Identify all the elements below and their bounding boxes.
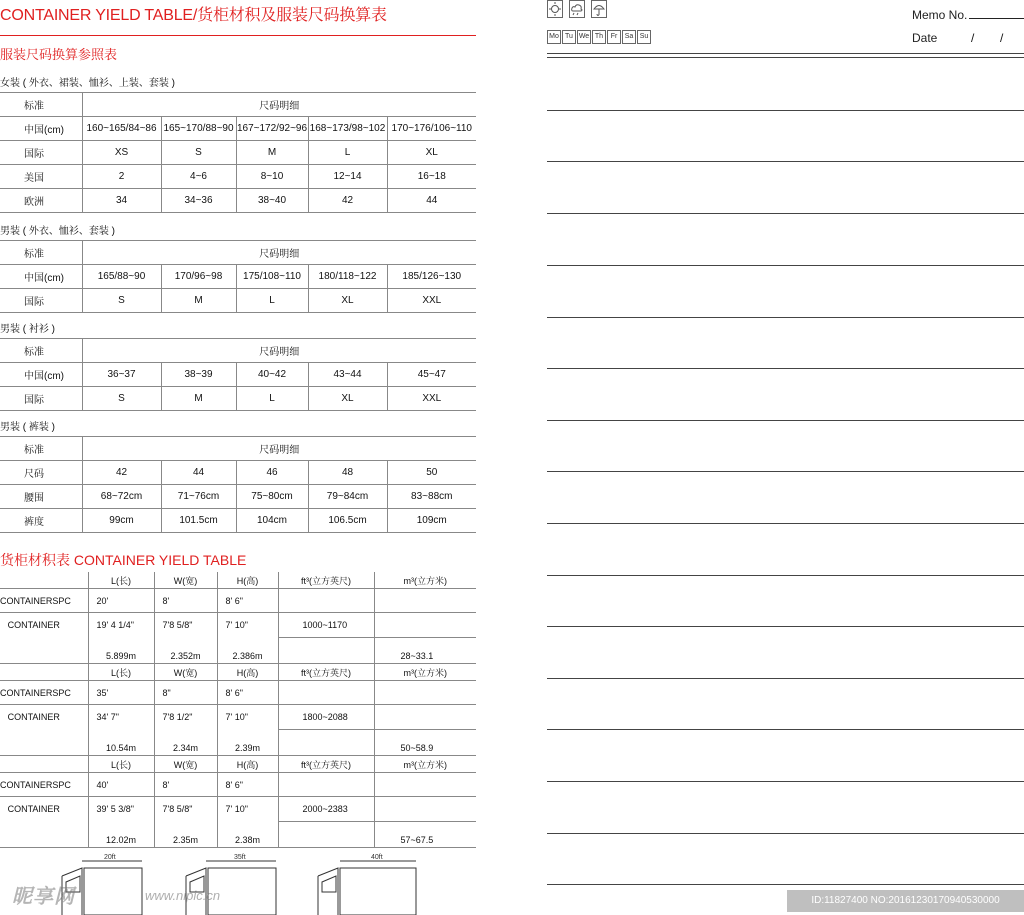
umbrella-icon (591, 0, 607, 18)
day-we[interactable]: We (577, 30, 591, 44)
writing-line (547, 420, 1024, 421)
table-row: 中国(cm) 165/88~90 170/96~98 175/108~110 180/118~122 185/126~130 (0, 265, 476, 289)
table-row: 标准 尺码明细 (0, 339, 476, 363)
writing-line (547, 781, 1024, 782)
day-tu[interactable]: Tu (562, 30, 576, 44)
table-row: 尺码 42 44 46 48 50 (0, 461, 476, 485)
category-label: 男装 ( 裤装 ) (0, 422, 55, 433)
memo-page (547, 0, 1024, 915)
writing-line (547, 523, 1024, 524)
writing-line (547, 678, 1024, 679)
table-row: 欧洲 34 34~36 38~40 42 44 (0, 189, 476, 213)
date-label: Date (912, 31, 938, 45)
table-row: CONTAINER 19' 4 1/4" 7'8 5/8" 7' 10" 1000~1170 (0, 613, 476, 638)
table-row: 标准 尺码明细 (0, 241, 476, 265)
header-divider (547, 57, 1024, 58)
container-table-subtitle: 货柜材积表 CONTAINER YIELD TABLE (0, 552, 247, 568)
table-row: CONTAINER 39' 5 3/8" 7'8 5/8" 7' 10" 2000~2383 (0, 797, 476, 822)
table-row: 中国(cm) 160~165/84~86 165~170/88~90 167~172/92~96 168~173/98~102 170~176/106~110 (0, 117, 476, 141)
writing-line (547, 161, 1024, 162)
container-yield-table (0, 572, 476, 848)
table-row: 国际 S M L XL XXL (0, 289, 476, 313)
image-id-tag: ID:11827400 NO:20161230170940530000 (787, 890, 1024, 912)
size-table-shirts (0, 338, 476, 411)
truck-35ft-icon (186, 854, 276, 915)
svg-text:35ft: 35ft (234, 854, 246, 861)
svg-text:40ft: 40ft (371, 854, 383, 861)
size-table-men (0, 240, 476, 313)
writing-line (547, 368, 1024, 369)
svg-text:20ft: 20ft (104, 854, 116, 861)
writing-line (547, 833, 1024, 834)
memo-number-field[interactable] (969, 8, 1024, 19)
day-sa[interactable]: Sa (622, 30, 636, 44)
table-header-row: L(长) W(宽) H(高) ft³(立方英尺) m³(立方米) (0, 572, 476, 589)
table-row: 国际 XS S M L XL (0, 141, 476, 165)
day-th[interactable]: Th (592, 30, 606, 44)
size-table-women (0, 92, 476, 213)
table-header-row: L(长) W(宽) H(高) ft³(立方英尺) m³(立方米) (0, 664, 476, 681)
writing-line (547, 884, 1024, 885)
category-label: 男装 ( 衬衫 ) (0, 324, 55, 335)
table-row: CONTAINERSPC 35' 8" 8' 6" (0, 681, 476, 705)
table-row: 美国 2 4~6 8~10 12~14 16~18 (0, 165, 476, 189)
writing-line (547, 317, 1024, 318)
memo-label: Memo No. (912, 8, 968, 22)
table-row: CONTAINER 34' 7" 7'8 1/2" 7' 10" 1800~2088 (0, 705, 476, 730)
size-table-trousers (0, 436, 476, 533)
weekday-selector (547, 30, 652, 44)
writing-line (547, 626, 1024, 627)
watermark-url: www.nipic.cn (145, 888, 221, 903)
writing-line (547, 471, 1024, 472)
table-row: 标准 尺码明细 (0, 437, 476, 461)
category-label: 女装 ( 外衣、裙装、恤衫、上装、套装 ) (0, 78, 175, 89)
page-title: CONTAINER YIELD TABLE/货柜材积及服装尺码换算表 (0, 7, 387, 24)
watermark-logo: 昵享网 (12, 886, 75, 908)
header-divider (547, 53, 1024, 54)
left-page (0, 0, 476, 915)
table-row: 中国(cm) 36~37 38~39 40~42 43~44 45~47 (0, 363, 476, 387)
writing-line (547, 729, 1024, 730)
table-row: 12.02m 2.35m 2.38m 57~67.5 (0, 822, 476, 848)
writing-line (547, 213, 1024, 214)
category-label: 男装 ( 外衣、恤衫、套装 ) (0, 226, 115, 237)
sun-icon (547, 0, 563, 18)
day-mo[interactable]: Mo (547, 30, 561, 44)
table-row: 腰围 68~72cm 71~76cm 75~80cm 79~84cm 83~88cm (0, 485, 476, 509)
table-row: CONTAINERSPC 40' 8' 8' 6" (0, 773, 476, 797)
writing-line (547, 265, 1024, 266)
date-separator: / (971, 31, 975, 45)
table-row: 10.54m 2.34m 2.39m 50~58.9 (0, 730, 476, 756)
memo-number (912, 8, 1024, 22)
date-separator: / (1000, 31, 1004, 45)
size-table-subtitle: 服装尺码换算参照表 (0, 47, 118, 62)
truck-40ft-icon (318, 854, 416, 915)
day-su[interactable]: Su (637, 30, 651, 44)
cloud-icon (569, 0, 585, 18)
writing-line (547, 575, 1024, 576)
table-row: 裤度 99cm 101.5cm 104cm 106.5cm 109cm (0, 509, 476, 533)
table-row: 国际 S M L XL XXL (0, 387, 476, 411)
day-fr[interactable]: Fr (607, 30, 621, 44)
table-row: CONTAINERSPC 20' 8' 8' 6" (0, 589, 476, 613)
writing-line (547, 110, 1024, 111)
table-row: 标准 尺码明细 (0, 93, 476, 117)
title-divider (0, 35, 476, 36)
table-row: 5.899m 2.352m 2.386m 28~33.1 (0, 638, 476, 664)
table-header-row: L(长) W(宽) H(高) ft³(立方英尺) m³(立方米) (0, 756, 476, 773)
